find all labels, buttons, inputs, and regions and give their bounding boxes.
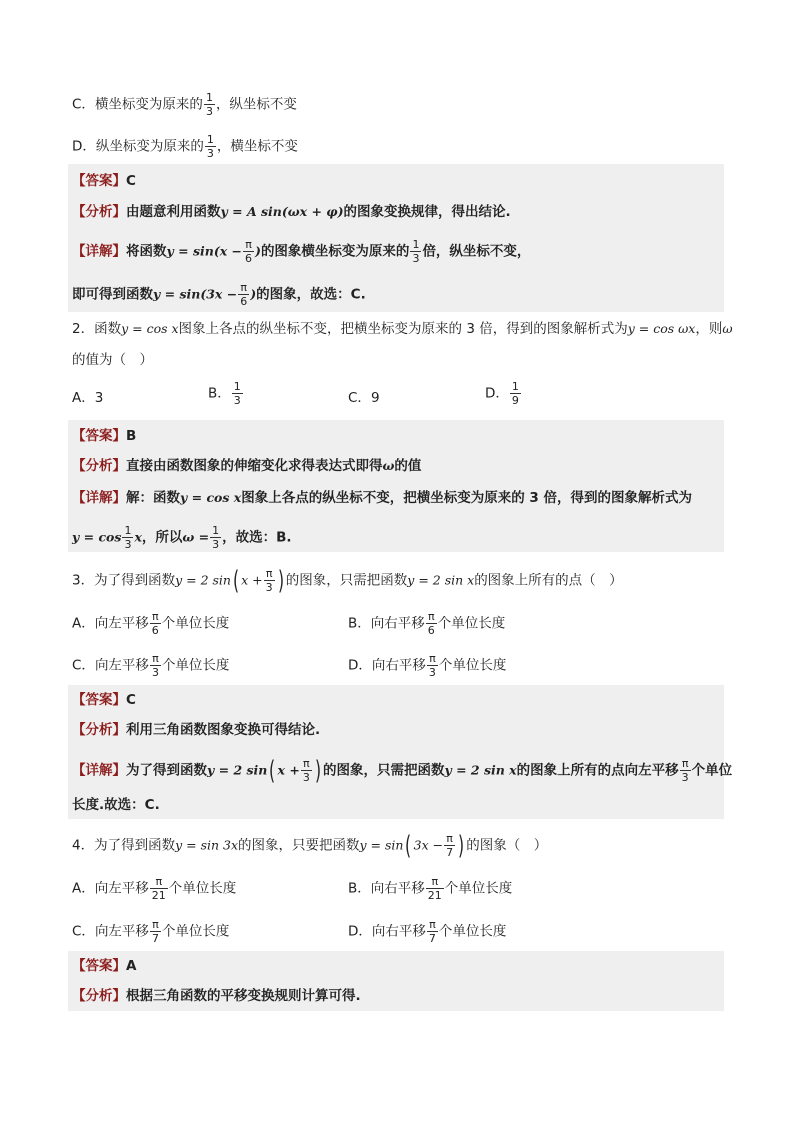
q3-option-c[interactable]: C．向左平移 $\frac{\pi}{3}$ 个单位长度 — [72, 652, 230, 679]
q2-option-b[interactable]: B． $\frac{1}{3}$ — [208, 380, 241, 407]
fraction: $\frac{1}{3}$ — [233, 380, 241, 407]
q4-option-c[interactable]: C．向左平移 $\frac{\pi}{7}$ 个单位长度 — [72, 918, 230, 945]
q1-option-c: C．横坐标变为原来的 $\frac{1}{3}$ ，纵坐标不变 — [72, 91, 297, 118]
fraction: $\frac{\pi}{3}$ — [265, 567, 273, 594]
q3-option-a[interactable]: A．向左平移 $\frac{\pi}{6}$ 个单位长度 — [72, 610, 230, 637]
fraction: $\frac{\pi}{21}$ — [151, 875, 166, 902]
fraction: $\frac{\pi}{6}$ — [427, 610, 435, 637]
fraction: $\frac{1}{3}$ — [212, 524, 220, 551]
q2-option-a[interactable]: A．3 — [72, 390, 104, 406]
fraction: $\frac{\pi}{7}$ — [151, 918, 159, 945]
q3-stem: 3．为了得到函数y = 2 sin( x + $\frac{\pi}{3}$ ) 的图象，只需把函数y = 2 sin x的图象上所有的点（ ） — [72, 565, 623, 596]
fraction: $\frac{\pi}{6}$ — [240, 281, 248, 308]
q3-option-d[interactable]: D．向右平移 $\frac{\pi}{3}$ 个单位长度 — [348, 652, 507, 679]
q4-stem: 4．为了得到函数y = sin 3x的图象，只要把函数y = sin( 3x − $\frac{\pi}{7}$ ) 的图象（ ） — [72, 830, 548, 861]
fraction: $\frac{1}{3}$ — [206, 133, 214, 160]
q2-analysis: 【分析】直接由函数图象的伸缩变化求得表达式即得ω的值 — [72, 458, 422, 474]
q3-solution-box — [68, 685, 724, 819]
q3-analysis: 【分析】利用三角函数图象变换可得结论. — [72, 722, 321, 738]
q4-option-b[interactable]: B．向右平移 $\frac{\pi}{21}$ 个单位长度 — [348, 875, 513, 902]
q3-option-b[interactable]: B．向右平移 $\frac{\pi}{6}$ 个单位长度 — [348, 610, 506, 637]
q3-detail-line1: 【详解】为了得到函数y = 2 sin( x + $\frac{\pi}{3}$ ) 的图象，只需把函数y = 2 sin x的图象上所有的点向左平移 $\frac{\pi}{3}$ 个单位 — [72, 755, 733, 786]
fraction: $\frac{1}{9}$ — [511, 380, 519, 407]
q4-answer: 【答案】A — [72, 958, 137, 974]
fraction: $\frac{\pi}{7}$ — [428, 918, 436, 945]
fraction: $\frac{\pi}{3}$ — [302, 757, 310, 784]
q1-detail-line2: 即可得到函数y = sin(3x − $\frac{\pi}{6}$ )的图象，故选：C. — [72, 281, 366, 308]
q2-option-d[interactable]: D． $\frac{1}{9}$ — [485, 380, 519, 407]
q1-answer: 【答案】C — [72, 173, 136, 189]
q4-analysis: 【分析】根据三角函数的平移变换规则计算可得. — [72, 988, 361, 1004]
fraction: $\frac{1}{3}$ — [205, 91, 213, 118]
q3-answer: 【答案】C — [72, 692, 136, 708]
q2-stem-line1: 2．函数y = cos x图象上各点的纵坐标不变，把横坐标变为原来的 3 倍，得到的图象解析式为y = cos ωx，则ω — [72, 321, 733, 337]
fraction: $\frac{1}{3}$ — [412, 238, 420, 265]
fraction: $\frac{\pi}{3}$ — [151, 652, 159, 679]
fraction: $\frac{\pi}{6}$ — [245, 238, 253, 265]
fraction: $\frac{\pi}{7}$ — [446, 832, 454, 859]
fraction: $\frac{1}{3}$ — [124, 524, 132, 551]
q2-option-c[interactable]: C．9 — [348, 390, 380, 406]
q4-option-a[interactable]: A．向左平移 $\frac{\pi}{21}$ 个单位长度 — [72, 875, 237, 902]
q2-detail-line1: 【详解】解：函数y = cos x图象上各点的纵坐标不变，把横坐标变为原来的 3 倍，得到的图象解析式为 — [72, 490, 693, 506]
q4-option-d[interactable]: D．向右平移 $\frac{\pi}{7}$ 个单位长度 — [348, 918, 507, 945]
q1-detail-line1: 【详解】将函数y = sin(x − $\frac{\pi}{6}$ )的图象横坐标变为原来的 $\frac{1}{3}$ 倍，纵坐标不变， — [72, 238, 531, 265]
q2-detail-line2: y = cos $\frac{1}{3}$ x，所以ω = $\frac{1}{3}$ ，故选：B. — [72, 524, 292, 551]
q1-option-d: D．纵坐标变为原来的 $\frac{1}{3}$ ，横坐标不变 — [72, 133, 298, 160]
fraction: $\frac{\pi}{3}$ — [428, 652, 436, 679]
q1-analysis: 【分析】由题意利用函数y = A sin(ωx + φ)的图象变换规律，得出结论. — [72, 204, 511, 220]
q3-detail-line2: 长度.故选：C. — [72, 797, 160, 813]
q2-answer: 【答案】B — [72, 428, 137, 444]
q2-stem-line2: 的值为（ ） — [72, 352, 153, 368]
fraction: $\frac{\pi}{3}$ — [681, 757, 689, 784]
fraction: $\frac{\pi}{21}$ — [427, 875, 442, 902]
fraction: $\frac{\pi}{6}$ — [151, 610, 159, 637]
